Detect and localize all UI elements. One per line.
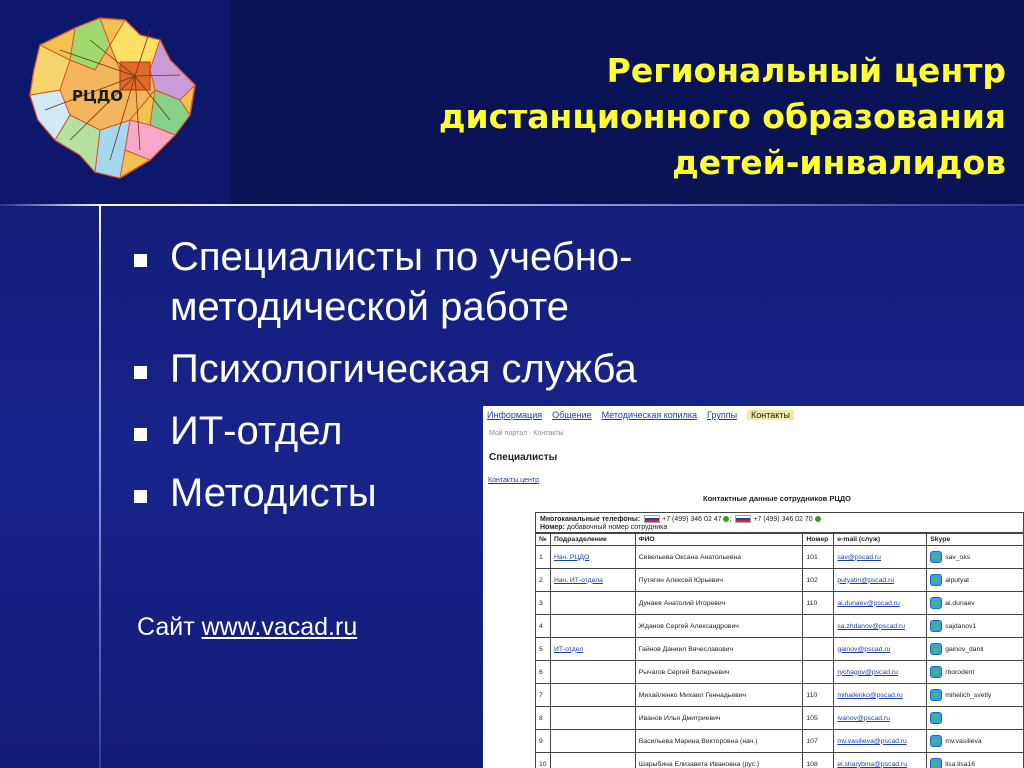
row-extension: 105 bbox=[803, 707, 834, 730]
row-skype bbox=[927, 615, 1024, 638]
row-number: 5 bbox=[536, 638, 551, 661]
row-skype bbox=[927, 707, 1024, 730]
table-header-row bbox=[536, 534, 1024, 546]
row-number: 10 bbox=[536, 753, 551, 768]
bullet-item bbox=[130, 232, 730, 332]
title-line-3: детей-инвалидов bbox=[672, 143, 1006, 182]
row-skype bbox=[927, 638, 1024, 661]
row-email[interactable]: ivanov@pscad.ru bbox=[834, 707, 927, 730]
row-number: 2 bbox=[536, 569, 551, 592]
breadcrumb: Мой портал · Контакты bbox=[489, 430, 564, 437]
row-email[interactable]: sav@pscad.ru bbox=[834, 546, 927, 569]
table-row bbox=[536, 730, 1024, 753]
number-value: добавочный номер сотрудника bbox=[566, 523, 668, 531]
skype-login: alputyat bbox=[945, 576, 970, 584]
contact-center-link[interactable]: Контакты центр bbox=[488, 477, 539, 484]
staff-table bbox=[535, 533, 1024, 768]
portal-nav bbox=[487, 410, 794, 420]
skype-login: mv.vasilieva bbox=[945, 737, 982, 745]
row-skype bbox=[927, 569, 1024, 592]
row-email[interactable]: mihailenko@pscad.ru bbox=[834, 684, 927, 707]
col-header: Подразделение bbox=[550, 534, 635, 546]
nav-groups[interactable]: Группы bbox=[707, 410, 738, 420]
section-heading: Специалисты bbox=[489, 452, 558, 463]
row-name: Рычагов Сергей Валерьевич bbox=[635, 661, 803, 684]
row-name: Жданов Сергей Александрович bbox=[635, 615, 803, 638]
row-email[interactable]: el.sharybina@pscad.ru bbox=[834, 753, 927, 768]
col-header: № bbox=[536, 534, 551, 546]
title-line-1: Региональный центр bbox=[606, 51, 1006, 90]
nav-communication[interactable]: Общение bbox=[552, 410, 592, 420]
skype-icon[interactable] bbox=[930, 551, 942, 563]
row-skype bbox=[927, 730, 1024, 753]
header-divider bbox=[0, 204, 1024, 206]
site-link[interactable]: www.vacad.ru bbox=[201, 613, 358, 641]
row-name: Севельева Оксана Анатольевна bbox=[635, 546, 803, 569]
skype-icon[interactable] bbox=[930, 666, 942, 678]
table-row bbox=[536, 569, 1024, 592]
row-email[interactable]: ai.dunaev@pscad.ru bbox=[834, 592, 927, 615]
bullet-text: Специалисты по учебно- bbox=[170, 235, 633, 279]
skype-icon[interactable] bbox=[930, 735, 942, 747]
row-email[interactable]: gainov@pscad.ru bbox=[834, 638, 927, 661]
row-number: 7 bbox=[536, 684, 551, 707]
row-department[interactable]: ИТ-отдел bbox=[550, 638, 635, 661]
row-skype bbox=[927, 684, 1024, 707]
row-extension: 101 bbox=[803, 546, 834, 569]
site-prefix: Сайт bbox=[137, 613, 202, 641]
row-name: Шарыбина Елизавета Ивановна (рус.) bbox=[635, 753, 803, 768]
phone-1: +7 (499) 346 02 47 bbox=[662, 515, 722, 523]
row-number: 6 bbox=[536, 661, 551, 684]
skype-login: sav_oks bbox=[945, 553, 971, 561]
phone-2: +7 (499) 346 02 70 bbox=[753, 515, 813, 523]
row-number: 4 bbox=[536, 615, 551, 638]
row-name: Путягин Алексей Юрьевич bbox=[635, 569, 803, 592]
skype-login: sajdanov1 bbox=[945, 622, 977, 630]
skype-login: rborodent bbox=[945, 668, 975, 676]
skype-status-icon bbox=[815, 516, 821, 522]
skype-login: gainov_danil bbox=[945, 645, 984, 653]
bullet-text: ИТ-отдел bbox=[170, 409, 343, 453]
table-row bbox=[536, 546, 1024, 569]
embedded-screenshot bbox=[483, 406, 1024, 768]
row-number: 1 bbox=[536, 546, 551, 569]
row-department bbox=[550, 615, 635, 638]
row-name: Михайленко Михаил Геннадьевич bbox=[635, 684, 803, 707]
row-department bbox=[550, 684, 635, 707]
skype-icon[interactable] bbox=[930, 643, 942, 655]
row-extension bbox=[803, 615, 834, 638]
row-extension bbox=[803, 661, 834, 684]
row-name: Васильева Марина Викторовна (нач.) bbox=[635, 730, 803, 753]
skype-status-icon bbox=[723, 516, 729, 522]
row-department[interactable]: Нач. ИТ-отдела bbox=[550, 569, 635, 592]
row-email[interactable]: putyatin@pscad.ru bbox=[834, 569, 927, 592]
table-row bbox=[536, 707, 1024, 730]
bullet-square-icon bbox=[134, 428, 147, 441]
logo-text: РЦДО bbox=[72, 87, 124, 105]
russia-flag-icon bbox=[644, 515, 660, 523]
table-row bbox=[536, 684, 1024, 707]
row-email[interactable]: sa.zhdanov@pscad.ru bbox=[834, 615, 927, 638]
site-line bbox=[137, 613, 357, 642]
nav-info[interactable]: Информация bbox=[487, 410, 543, 420]
skype-icon[interactable] bbox=[930, 620, 942, 632]
row-extension: 110 bbox=[803, 592, 834, 615]
row-skype bbox=[927, 546, 1024, 569]
row-name: Гайнов Даниил Вячеславович bbox=[635, 638, 803, 661]
nav-methodical[interactable]: Методическая копилка bbox=[601, 410, 698, 420]
rcdo-logo bbox=[0, 0, 230, 205]
row-name: Дунаев Анатолий Игоревич bbox=[635, 592, 803, 615]
side-divider bbox=[99, 205, 101, 768]
row-skype bbox=[927, 661, 1024, 684]
row-number: 3 bbox=[536, 592, 551, 615]
col-header: Skype bbox=[927, 534, 1024, 546]
row-extension: 102 bbox=[803, 569, 834, 592]
row-extension: 107 bbox=[803, 730, 834, 753]
skype-login: mihelich_svetly bbox=[945, 691, 992, 699]
skype-icon[interactable] bbox=[930, 574, 942, 586]
skype-icon[interactable] bbox=[930, 689, 942, 701]
skype-icon[interactable] bbox=[930, 712, 942, 724]
table-row bbox=[536, 661, 1024, 684]
col-header: e-mail (служ) bbox=[834, 534, 927, 546]
row-extension bbox=[803, 638, 834, 661]
row-skype bbox=[927, 753, 1024, 768]
phones-box: Многоканальные телефоны: +7 (499) 346 02 47 ; +7 (499) 346 02 70 Номер: добавочный номер сотрудника bbox=[535, 512, 1024, 533]
col-header: ФИО bbox=[635, 534, 803, 546]
table-row bbox=[536, 753, 1024, 768]
row-department bbox=[550, 730, 635, 753]
bullet-item bbox=[130, 344, 730, 394]
row-department[interactable]: Нач. РЦДО bbox=[550, 546, 635, 569]
bullet-text-cont: методической работе bbox=[170, 285, 569, 329]
bullet-square-icon bbox=[134, 254, 147, 267]
row-name: Иванов Илья Дмитриевич bbox=[635, 707, 803, 730]
table-row bbox=[536, 638, 1024, 661]
bullet-square-icon bbox=[134, 490, 147, 503]
nav-contacts[interactable]: Контакты bbox=[747, 410, 794, 420]
russia-flag-icon bbox=[735, 515, 751, 523]
row-department bbox=[550, 707, 635, 730]
title-line-2: дистанционного образования bbox=[438, 97, 1006, 136]
table-title: Контактные данные сотрудников РЦДО bbox=[703, 494, 851, 503]
row-extension: 110 bbox=[803, 684, 834, 707]
skype-login: ai.dunaev bbox=[945, 599, 975, 607]
row-email[interactable]: mv.vasilieva@pscad.ru bbox=[834, 730, 927, 753]
number-label: Номер: bbox=[540, 523, 565, 531]
row-department bbox=[550, 592, 635, 615]
row-email[interactable]: rychagov@pscad.ru bbox=[834, 661, 927, 684]
skype-icon[interactable] bbox=[930, 758, 942, 768]
row-skype bbox=[927, 592, 1024, 615]
table-row bbox=[536, 592, 1024, 615]
row-number: 9 bbox=[536, 730, 551, 753]
bullet-text: Методисты bbox=[170, 471, 377, 515]
skype-icon[interactable] bbox=[930, 597, 942, 609]
row-extension: 108 bbox=[803, 753, 834, 768]
skype-login: lisa.lisa16 bbox=[945, 760, 976, 768]
bullet-square-icon bbox=[134, 366, 147, 379]
table-row bbox=[536, 615, 1024, 638]
col-header: Номер bbox=[803, 534, 834, 546]
row-number: 8 bbox=[536, 707, 551, 730]
bullet-text: Психологическая служба bbox=[170, 347, 637, 391]
page-title bbox=[366, 48, 1006, 186]
row-department bbox=[550, 753, 635, 768]
phones-label: Многоканальные телефоны: bbox=[540, 515, 641, 523]
row-department bbox=[550, 661, 635, 684]
